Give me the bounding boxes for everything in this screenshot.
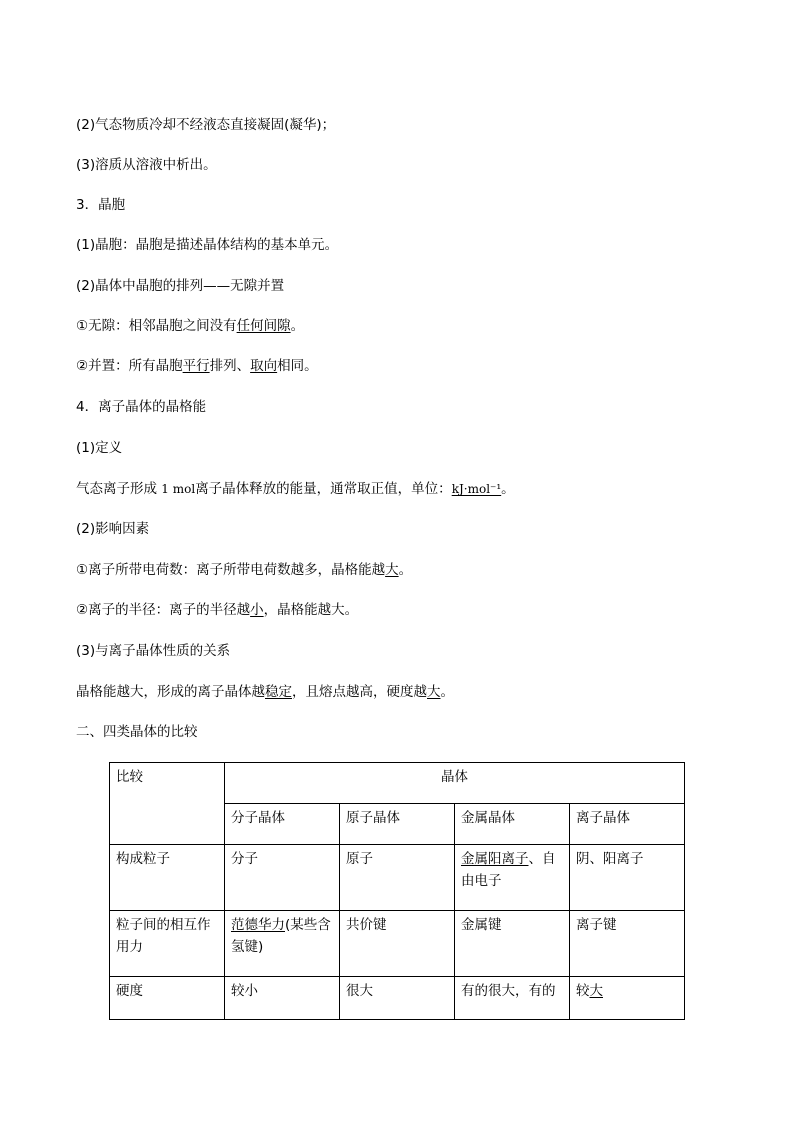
column-header: 分子晶体 [225,804,340,845]
text-line: (2)影响因素 [76,521,150,537]
table-cell: 原子 [340,845,455,911]
table-cell: 较小 [225,977,340,1020]
answer-underlined: 稳定 [265,684,292,700]
text-line [76,601,358,619]
answer-underlined: 取向 [250,358,278,374]
answer-underlined: 大 [427,684,441,700]
text-segment: ①离子所带电荷数：离子所带电荷数越多，晶格能越 [76,562,386,578]
crystal-comparison-table [109,762,685,1020]
answer-underlined: kJ·mol⁻¹ [451,482,502,496]
text-line: (2)气态物质冷却不经液态直接凝固(凝华)； [76,117,336,133]
text-segment: 。 [501,481,515,497]
section-heading: 4．离子晶体的晶格能 [76,399,207,415]
table-cell [455,845,570,911]
text-line: (1)晶胞：晶胞是描述晶体结构的基本单元。 [76,237,339,253]
text-line [76,683,454,701]
text-line: (3)溶质从溶液中析出。 [76,157,217,173]
text-segment: 晶格能越大，形成的离子晶体越 [76,684,265,700]
column-header: 金属晶体 [455,804,570,845]
text-segment: 。 [398,562,413,578]
section-heading: 3．晶胞 [76,197,126,213]
answer-underlined: 小 [250,602,264,618]
table-corner-cell: 比较 [110,763,225,845]
text-line [76,561,412,579]
table-cell [225,911,340,977]
row-header: 粒子间的相互作用力 [110,911,225,977]
table-header-row [110,763,685,804]
text-segment: ②并置：所有晶胞 [76,358,183,374]
text-segment: 气态离子形成 [76,481,157,497]
text-segment: 相同。 [277,358,318,374]
text-line [76,317,304,335]
column-header: 离子晶体 [570,804,685,845]
text-line: (3)与离子晶体性质的关系 [76,643,231,659]
table-cell [570,977,685,1020]
text-segment: ，晶格能越大。 [263,602,359,618]
text-segment: 。 [440,684,454,700]
table-cell: 分子 [225,845,340,911]
answer-underlined: 范德华力 [231,917,285,933]
text-segment: ①无隙：相邻晶胞之间没有 [76,318,237,334]
text-segment: ，且熔点越高，硬度越 [292,684,427,700]
table-row [110,977,685,1020]
table-cell: 离子键 [570,911,685,977]
column-header: 原子晶体 [340,804,455,845]
text-line [76,357,318,375]
table-cell: 金属键 [455,911,570,977]
answer-underlined: 金属阳离子 [461,851,529,867]
answer-underlined: 大 [589,983,603,999]
row-header: 硬度 [110,977,225,1020]
text-segment: ②离子的半径：离子的半径越 [76,602,251,618]
text-segment: (某些含氢键) [231,917,331,955]
table-cell: 共价键 [340,911,455,977]
table-cell: 有的很大，有的 [455,977,570,1020]
answer-underlined: 平行 [182,358,210,374]
text-segment: 离子晶体释放的能量，通常取正值，单位： [195,481,452,497]
text-segment: 较 [576,983,590,999]
answer-underlined: 大 [385,562,399,578]
text-line: (2)晶体中晶胞的排列——无隙并置 [76,278,285,294]
text-segment: 1 mol [161,482,196,496]
text-line [76,480,515,498]
table-row [110,911,685,977]
text-segment: 。 [290,318,305,334]
table-row [110,845,685,911]
text-line: (1)定义 [76,440,123,456]
section-heading: 二、四类晶体的比较 [76,724,198,740]
table-group-header: 晶体 [225,763,685,804]
row-header: 构成粒子 [110,845,225,911]
table-cell: 很大 [340,977,455,1020]
text-segment: 排列、 [209,358,251,374]
text-segment: 、自由电子 [461,851,556,889]
answer-underlined: 任何间隙 [236,318,291,334]
table-cell: 阴、阳离子 [570,845,685,911]
